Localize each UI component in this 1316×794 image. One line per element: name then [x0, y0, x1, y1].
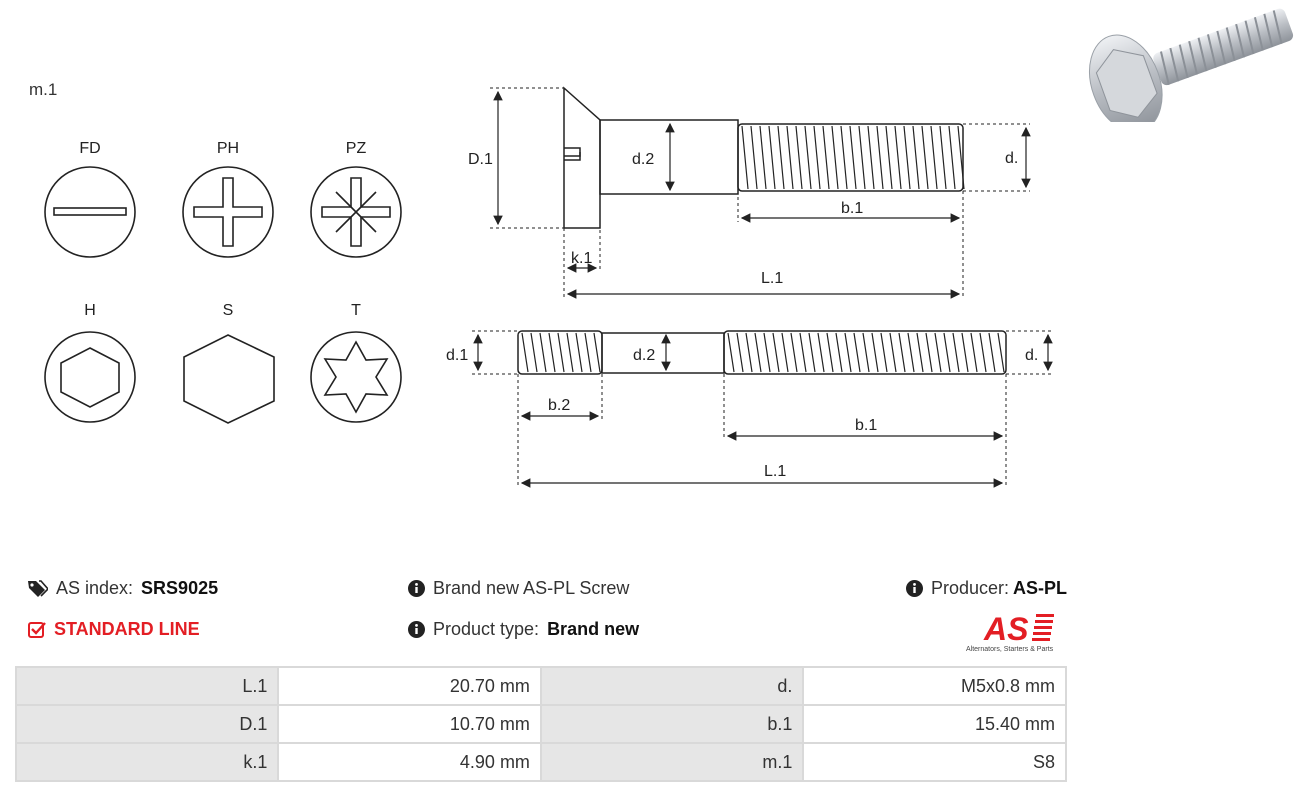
thread-line: [895, 126, 901, 189]
thread-line: [890, 333, 896, 372]
thread-line: [782, 333, 788, 372]
table-row: [16, 667, 1066, 705]
thread-line: [531, 333, 537, 372]
thread-line: [760, 126, 766, 189]
thread-line: [935, 333, 941, 372]
stud-thread-long: [724, 331, 1006, 374]
info-icon: [408, 621, 425, 638]
drive-types-diagram: [30, 130, 420, 430]
product-type: Product type: Brand new: [408, 619, 639, 640]
spec-value: 10.70 mm: [278, 705, 541, 743]
thread-line: [872, 333, 878, 372]
thread-line: [922, 126, 928, 189]
thread-line: [755, 333, 761, 372]
thread-line: [540, 333, 546, 372]
thread-line: [594, 333, 600, 372]
thread-line: [823, 126, 829, 189]
thread-line: [881, 333, 887, 372]
spec-value: 4.90 mm: [278, 743, 541, 781]
standard-line: STANDARD LINE: [28, 619, 200, 640]
thread-line: [926, 333, 932, 372]
svg-text:Alternators, Starters & Parts: Alternators, Starters & Parts: [966, 646, 1054, 653]
thread-line: [737, 333, 743, 372]
drive-label-s: S: [222, 302, 234, 319]
flat-drive-icon: [45, 167, 135, 257]
spec-key: k.1: [16, 743, 278, 781]
svg-text:d.1: d.1: [446, 347, 469, 364]
thread-line: [868, 126, 874, 189]
thread-line: [850, 126, 856, 189]
thread-line: [805, 126, 811, 189]
thread-line: [971, 333, 977, 372]
thread-line: [931, 126, 937, 189]
thread-line: [800, 333, 806, 372]
brand-note: Brand new AS-PL Screw: [408, 578, 629, 599]
thread-line: [998, 333, 1004, 372]
thread-line: [585, 333, 591, 372]
svg-text:d.2: d.2: [632, 151, 655, 168]
thread-line: [944, 333, 950, 372]
stud-thread-short: [518, 331, 602, 374]
thread-line: [953, 333, 959, 372]
shank: [600, 120, 738, 194]
svg-text:d.: d.: [1025, 347, 1039, 364]
svg-text:AS: AS: [984, 611, 1029, 647]
thread-line: [576, 333, 582, 372]
svg-text:b.1: b.1: [855, 417, 878, 434]
svg-text:L.1: L.1: [764, 463, 787, 480]
drive-label-h: H: [84, 302, 96, 319]
thread-line: [778, 126, 784, 189]
spec-key: d.: [541, 667, 803, 705]
info-icon: [906, 580, 923, 597]
screw-dimension-diagram: [430, 70, 1080, 500]
thread-line: [818, 333, 824, 372]
as-pl-logo[interactable]: [962, 608, 1070, 654]
torx-drive-icon: [311, 332, 401, 422]
svg-text:d.: d.: [1005, 150, 1019, 167]
spec-value: 15.40 mm: [803, 705, 1066, 743]
thread-line: [832, 126, 838, 189]
thread-line: [549, 333, 555, 372]
as-index-label: AS index:: [56, 578, 134, 598]
svg-text:k.1: k.1: [571, 250, 593, 267]
thread-line: [863, 333, 869, 372]
pozidriv-drive-icon: [311, 167, 401, 257]
info-icon: [408, 580, 425, 597]
drive-label-fd: FD: [79, 140, 101, 157]
thread-line: [814, 126, 820, 189]
spec-table: [15, 666, 1067, 782]
stud-shank: [602, 333, 724, 373]
checkbox-icon: [28, 621, 46, 639]
spec-key: b.1: [541, 705, 803, 743]
phillips-drive-icon: [183, 167, 273, 257]
thread-line: [854, 333, 860, 372]
hex-socket-drive-icon: [45, 332, 135, 422]
thread-line: [751, 126, 757, 189]
spec-key: L.1: [16, 667, 278, 705]
thread-line: [989, 333, 995, 372]
svg-text:d.2: d.2: [633, 347, 656, 364]
svg-text:b.1: b.1: [841, 200, 864, 217]
svg-text:L.1: L.1: [761, 270, 784, 287]
table-row: [16, 705, 1066, 743]
spec-value: S8: [803, 743, 1066, 781]
thread-line: [728, 333, 734, 372]
thread-line: [827, 333, 833, 372]
producer: Producer: AS-PL: [906, 578, 1067, 599]
spec-key: D.1: [16, 705, 278, 743]
thread-line: [980, 333, 986, 372]
thread-line: [904, 126, 910, 189]
thread-line: [769, 126, 775, 189]
spec-value: 20.70 mm: [278, 667, 541, 705]
thread-line: [742, 126, 748, 189]
drive-label-ph: PH: [216, 140, 240, 157]
m1-label: m.1: [29, 80, 58, 99]
spec-key: m.1: [541, 743, 803, 781]
countersunk-head: [564, 88, 600, 228]
tags-icon: [28, 580, 48, 598]
hex-head-drive-icon: [184, 335, 274, 423]
thread-line: [845, 333, 851, 372]
thread-line: [908, 333, 914, 372]
thread-line: [836, 333, 842, 372]
thread-line: [809, 333, 815, 372]
thread-line: [567, 333, 573, 372]
thread-line: [522, 333, 528, 372]
table-row: [16, 743, 1066, 781]
spec-value: M5x0.8 mm: [803, 667, 1066, 705]
drive-label-pz: PZ: [345, 140, 367, 157]
thread-line: [558, 333, 564, 372]
thread-line: [913, 126, 919, 189]
thread-line: [949, 126, 955, 189]
thread-line: [841, 126, 847, 189]
thread-line: [962, 333, 968, 372]
svg-text:D.1: D.1: [468, 151, 493, 168]
drive-label-t: T: [351, 302, 361, 319]
thread-line: [859, 126, 865, 189]
thread-line: [764, 333, 770, 372]
thread-line: [899, 333, 905, 372]
thread-line: [773, 333, 779, 372]
thread-line: [886, 126, 892, 189]
as-index: [28, 578, 218, 599]
thread-line: [877, 126, 883, 189]
product-photo: [1086, 0, 1306, 122]
thread-line: [791, 333, 797, 372]
thread-line: [940, 126, 946, 189]
svg-text:b.2: b.2: [548, 397, 571, 414]
as-index-value: SRS9025: [141, 578, 219, 598]
thread-line: [746, 333, 752, 372]
thread-line: [796, 126, 802, 189]
thread-line: [917, 333, 923, 372]
as-logo-icon: [962, 608, 1070, 654]
thread-line: [787, 126, 793, 189]
